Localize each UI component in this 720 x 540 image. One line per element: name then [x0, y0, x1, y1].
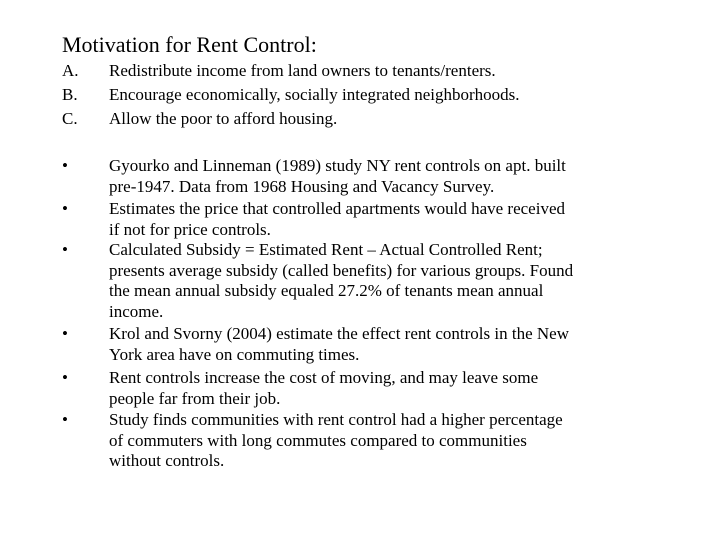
bullet-line: people far from their job.: [109, 388, 281, 408]
bullet-line: income.: [109, 301, 164, 321]
bullet-line: if not for price controls.: [109, 219, 271, 239]
bullet-line: Estimates the price that controlled apartments would have received: [109, 199, 565, 218]
bullet-line: Gyourko and Linneman (1989) study NY rent controls on apt. built: [109, 156, 566, 175]
item-marker: A.: [62, 61, 79, 80]
bullet-text: [109, 156, 669, 197]
bullet-marker: •: [62, 368, 68, 387]
bullet-marker: •: [62, 324, 68, 343]
bullet-line: York area have on commuting times.: [109, 344, 360, 364]
item-marker: B.: [62, 85, 78, 104]
bullet-line: without controls.: [109, 451, 225, 470]
bullet-marker: •: [62, 240, 68, 259]
bullet-line: Krol and Svorny (2004) estimate the effect rent controls in the New: [109, 324, 569, 343]
bullet-marker: •: [62, 410, 68, 429]
bullet-text: [109, 240, 669, 322]
item-text: Allow the poor to afford housing.: [109, 109, 338, 128]
bullet-line: presents average subsidy (called benefits) for various groups. Found: [109, 260, 574, 280]
bullet-marker: •: [62, 156, 68, 175]
item-text: Redistribute income from land owners to tenants/renters.: [109, 61, 496, 80]
slide-title: Motivation for Rent Control:: [62, 32, 317, 57]
bullet-line: Calculated Subsidy = Estimated Rent – Actual Controlled Rent;: [109, 240, 543, 259]
bullet-line: Study finds communities with rent control had a higher percentage: [109, 410, 563, 429]
bullet-line: Rent controls increase the cost of moving, and may leave some: [109, 368, 539, 387]
item-text: Encourage economically, socially integrated neighborhoods.: [109, 85, 520, 104]
bullet-line: of commuters with long commutes compared to communities: [109, 430, 527, 450]
bullet-text: [109, 368, 669, 409]
bullet-text: [109, 199, 669, 240]
bullet-text: [109, 410, 669, 472]
bullet-marker: •: [62, 199, 68, 218]
bullet-text: [109, 324, 669, 365]
item-marker: C.: [62, 109, 78, 128]
bullet-line: pre-1947. Data from 1968 Housing and Vacancy Survey.: [109, 176, 495, 196]
bullet-line: the mean annual subsidy equaled 27.2% of tenants mean annual: [109, 281, 544, 300]
